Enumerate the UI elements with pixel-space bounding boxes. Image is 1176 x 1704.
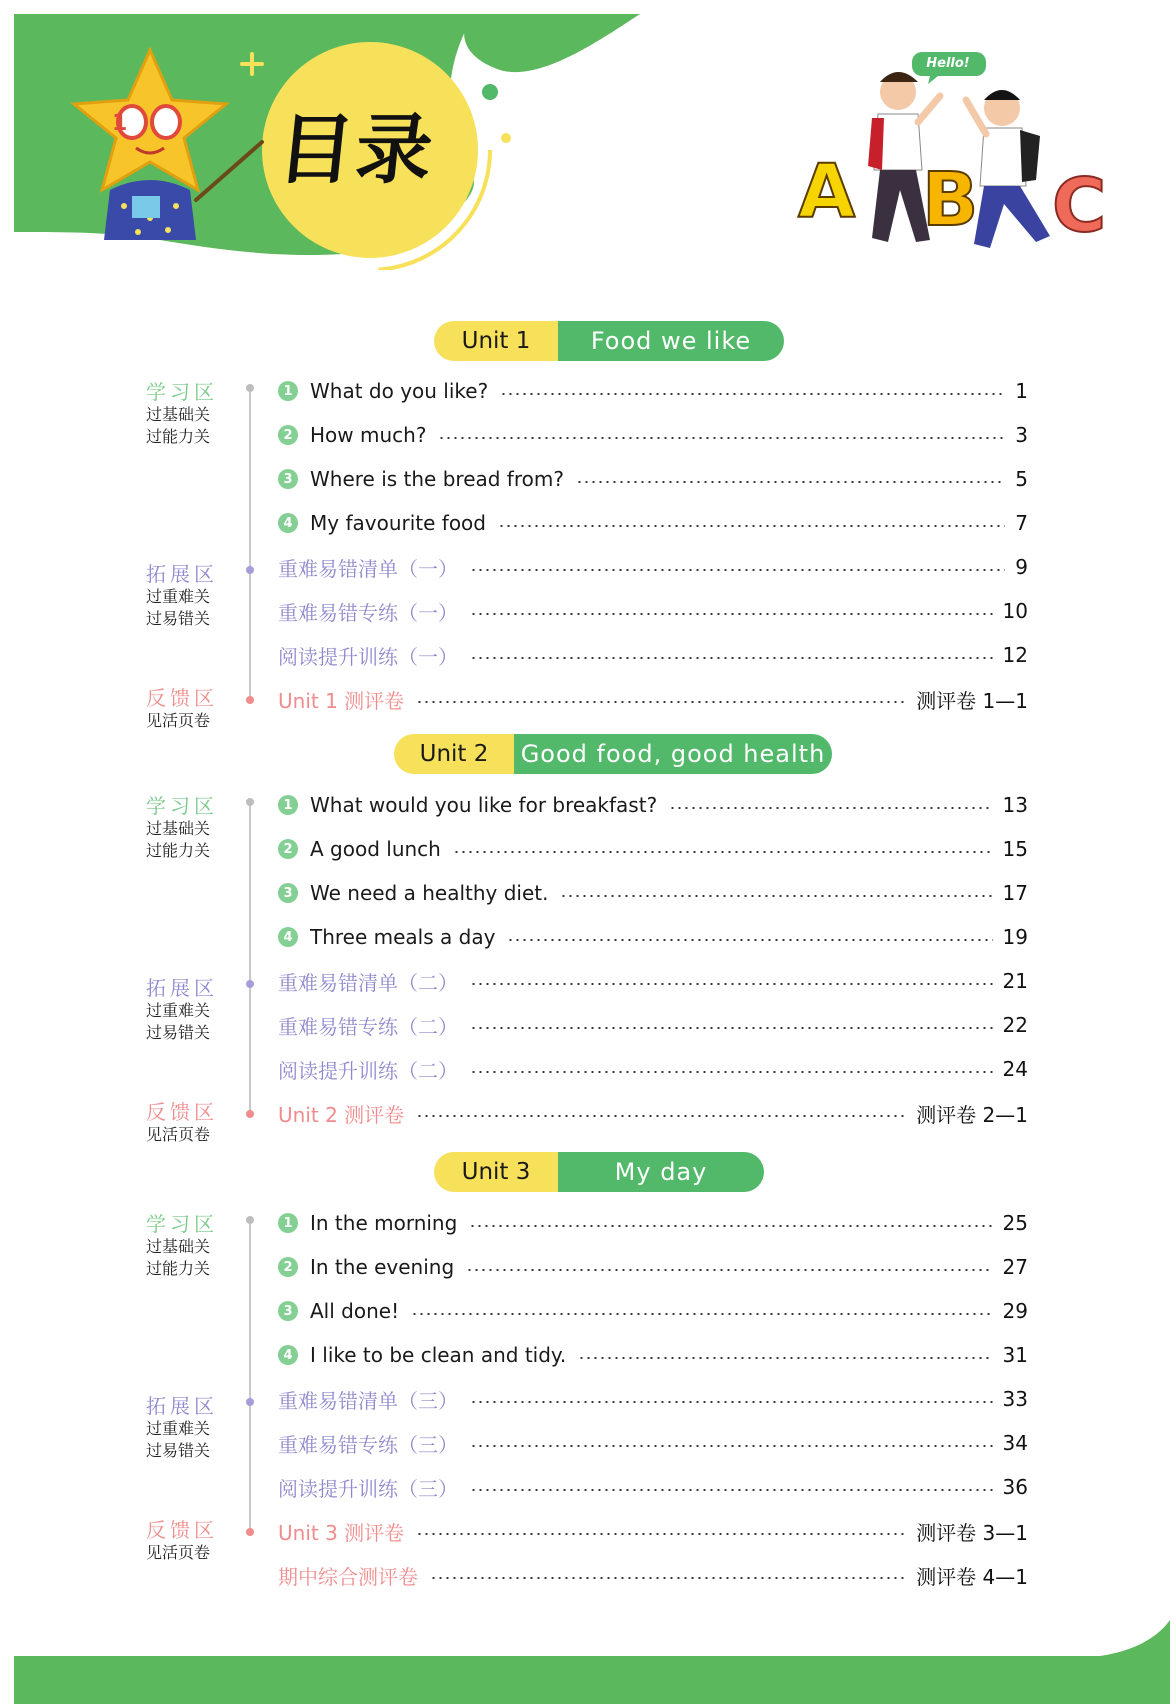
- dot-leader: [470, 657, 993, 659]
- toc-item[interactable]: [278, 1514, 1028, 1548]
- zone-title: 拓展区: [146, 1394, 218, 1418]
- toc-item[interactable]: [278, 1250, 1028, 1284]
- toc-item[interactable]: [278, 638, 1028, 672]
- toc-item-title: Unit 3 测评卷: [278, 1520, 405, 1545]
- toc-page-number: 测评卷 4—1: [916, 1564, 1028, 1589]
- toc-item[interactable]: [278, 594, 1028, 628]
- zone-sub: 过能力关: [146, 427, 211, 446]
- dot-leader: [438, 437, 1005, 439]
- dot-leader: [469, 1225, 992, 1227]
- dot-leader: [470, 613, 993, 615]
- zone-sub: 过重难关: [146, 587, 211, 606]
- bullet-number: 3: [278, 883, 298, 903]
- dot-leader: [430, 1577, 906, 1579]
- dot-leader: [498, 525, 1005, 527]
- dot-leader: [470, 1489, 993, 1491]
- unit-number: Unit 3: [434, 1152, 558, 1192]
- toc-item-title: We need a healthy diet.: [310, 881, 549, 905]
- dot-leader: [669, 807, 992, 809]
- toc-page-number: 27: [1002, 1255, 1028, 1279]
- toc-item-title: In the evening: [310, 1255, 455, 1279]
- toc-item[interactable]: [278, 964, 1028, 998]
- toc-item-title: All done!: [310, 1299, 400, 1323]
- dot-leader: [416, 701, 906, 703]
- bullet-number: 2: [278, 1257, 298, 1277]
- unit-title: Food we like: [558, 321, 784, 361]
- toc-item[interactable]: [278, 1008, 1028, 1042]
- toc-page-number: 13: [1002, 793, 1028, 817]
- zone-title: 拓展区: [146, 562, 218, 586]
- toc-page-number: 31: [1002, 1343, 1028, 1367]
- toc-page-number: 19: [1002, 925, 1028, 949]
- toc-item-title: What would you like for breakfast?: [310, 793, 658, 817]
- toc-item[interactable]: [278, 1294, 1028, 1328]
- bullet-number: 2: [278, 425, 298, 445]
- dot-leader: [500, 393, 1005, 395]
- letter-a-icon: A: [798, 149, 856, 235]
- toc-item[interactable]: [278, 1426, 1028, 1460]
- toc-item[interactable]: [278, 418, 1028, 452]
- hello-bubble-text: Hello!: [926, 56, 970, 71]
- bullet-number: 1: [278, 1213, 298, 1233]
- dot-leader: [416, 1115, 906, 1117]
- bullet-number: 4: [278, 513, 298, 533]
- toc-item-title: What do you like?: [310, 379, 489, 403]
- toc-page-number: 12: [1002, 643, 1028, 667]
- toc-item-title: Unit 2 测评卷: [278, 1102, 405, 1127]
- toc-item[interactable]: [278, 1558, 1028, 1592]
- toc-page-number: 7: [1015, 511, 1028, 535]
- dot-leader: [470, 1445, 993, 1447]
- toc-item-title: 重难易错清单（一）: [278, 556, 458, 581]
- toc-page-number: 5: [1015, 467, 1028, 491]
- toc-item-title: 阅读提升训练（一）: [278, 644, 458, 669]
- toc-item-title: 重难易错专练（一）: [278, 600, 458, 625]
- toc-page-number: 33: [1002, 1387, 1028, 1411]
- unit-title: My day: [558, 1152, 764, 1192]
- toc-page-number: 3: [1015, 423, 1028, 447]
- bullet-number: 2: [278, 839, 298, 859]
- bullet-number: 1: [278, 381, 298, 401]
- page-title: 目录: [273, 105, 439, 194]
- toc-item[interactable]: [278, 876, 1028, 910]
- unit-number: Unit 1: [434, 321, 558, 361]
- toc-item-title: In the morning: [310, 1211, 458, 1235]
- toc-page-number: 29: [1002, 1299, 1028, 1323]
- toc-item[interactable]: [278, 1096, 1028, 1130]
- toc-item-title: 阅读提升训练（二）: [278, 1058, 458, 1083]
- toc-page-number: 测评卷 1—1: [916, 688, 1028, 713]
- zone-title: 反馈区: [146, 1518, 218, 1542]
- zone-sub: 过重难关: [146, 1419, 211, 1438]
- toc-item[interactable]: [278, 1338, 1028, 1372]
- zone-title: 反馈区: [146, 686, 218, 710]
- toc-item-title: 重难易错专练（三）: [278, 1432, 458, 1457]
- footer-band: [0, 1620, 1176, 1704]
- toc-item-title: A good lunch: [310, 837, 441, 861]
- zone-title: 学习区: [146, 794, 218, 818]
- toc-item-title: 重难易错清单（二）: [278, 970, 458, 995]
- svg-text:1: 1: [112, 111, 128, 136]
- dot-leader: [576, 481, 1005, 483]
- dot-leader: [470, 983, 993, 985]
- dot-leader: [578, 1357, 992, 1359]
- toc-item[interactable]: [278, 1052, 1028, 1086]
- toc-page-number: 21: [1002, 969, 1028, 993]
- dot-leader: [453, 851, 993, 853]
- toc-item-title: I like to be clean and tidy.: [310, 1343, 567, 1367]
- dot-leader: [470, 569, 1005, 571]
- toc-page-number: 22: [1002, 1013, 1028, 1037]
- toc-page-number: 测评卷 2—1: [916, 1102, 1028, 1127]
- toc-page-number: 25: [1002, 1211, 1028, 1235]
- toc-page-number: 1: [1015, 379, 1028, 403]
- toc-item[interactable]: [278, 1206, 1028, 1240]
- toc-item-title: 重难易错专练（二）: [278, 1014, 458, 1039]
- toc-item-title: How much?: [310, 423, 427, 447]
- toc-page-number: 9: [1015, 555, 1028, 579]
- zone-title: 学习区: [146, 1212, 218, 1236]
- zone-title: 学习区: [146, 380, 218, 404]
- toc-item-title: Three meals a day: [310, 925, 496, 949]
- dot-leader: [411, 1313, 992, 1315]
- bullet-number: 4: [278, 927, 298, 947]
- toc-item-title: Where is the bread from?: [310, 467, 564, 491]
- unit-title: Good food, good health: [514, 734, 832, 774]
- zone-sub: 见活页卷: [146, 711, 211, 730]
- toc-item[interactable]: [278, 462, 1028, 496]
- zone-sub: 过基础关: [146, 1237, 211, 1256]
- toc-item[interactable]: [278, 374, 1028, 408]
- unit-number: Unit 2: [394, 734, 514, 774]
- zone-sub: 见活页卷: [146, 1125, 211, 1144]
- toc-page-number: 17: [1002, 881, 1028, 905]
- toc-page-number: 24: [1002, 1057, 1028, 1081]
- toc-page-number: 36: [1002, 1475, 1028, 1499]
- toc-item-title: My favourite food: [310, 511, 486, 535]
- zone-sub: 过易错关: [146, 1023, 211, 1042]
- toc-item-title: 期中综合测评卷: [278, 1564, 418, 1589]
- bullet-number: 4: [278, 1345, 298, 1365]
- zone-title: 反馈区: [146, 1100, 218, 1124]
- dot-leader: [470, 1071, 993, 1073]
- bullet-number: 1: [278, 795, 298, 815]
- toc-item[interactable]: [278, 920, 1028, 954]
- toc-item-title: 阅读提升训练（三）: [278, 1476, 458, 1501]
- toc-item[interactable]: [278, 1470, 1028, 1504]
- toc-page-number: 15: [1002, 837, 1028, 861]
- letter-c-icon: C: [1052, 163, 1107, 249]
- dot-leader: [507, 939, 992, 941]
- zone-sub: 过易错关: [146, 1441, 211, 1460]
- toc-item[interactable]: [278, 1382, 1028, 1416]
- letter-b-icon: B: [922, 157, 979, 243]
- zone-sub: 过易错关: [146, 609, 211, 628]
- bullet-number: 3: [278, 1301, 298, 1321]
- toc-page-number: 10: [1002, 599, 1028, 623]
- toc-item-title: 重难易错清单（三）: [278, 1388, 458, 1413]
- toc-page-number: 34: [1002, 1431, 1028, 1455]
- bullet-number: 3: [278, 469, 298, 489]
- toc-item[interactable]: [278, 506, 1028, 540]
- zone-sub: 过能力关: [146, 841, 211, 860]
- toc-item[interactable]: [278, 550, 1028, 584]
- toc-item[interactable]: [278, 832, 1028, 866]
- toc-page-number: 测评卷 3—1: [916, 1520, 1028, 1545]
- dot-leader: [466, 1269, 992, 1271]
- dot-leader: [416, 1533, 906, 1535]
- toc-item-title: Unit 1 测评卷: [278, 688, 405, 713]
- toc-item[interactable]: [278, 682, 1028, 716]
- dot-leader: [470, 1401, 993, 1403]
- zone-sub: 过基础关: [146, 405, 211, 424]
- toc-item[interactable]: [278, 788, 1028, 822]
- zone-sub: 过能力关: [146, 1259, 211, 1278]
- dot-leader: [470, 1027, 993, 1029]
- zone-sub: 过重难关: [146, 1001, 211, 1020]
- zone-sub: 见活页卷: [146, 1543, 211, 1562]
- dot-leader: [560, 895, 992, 897]
- zone-title: 拓展区: [146, 976, 218, 1000]
- zone-sub: 过基础关: [146, 819, 211, 838]
